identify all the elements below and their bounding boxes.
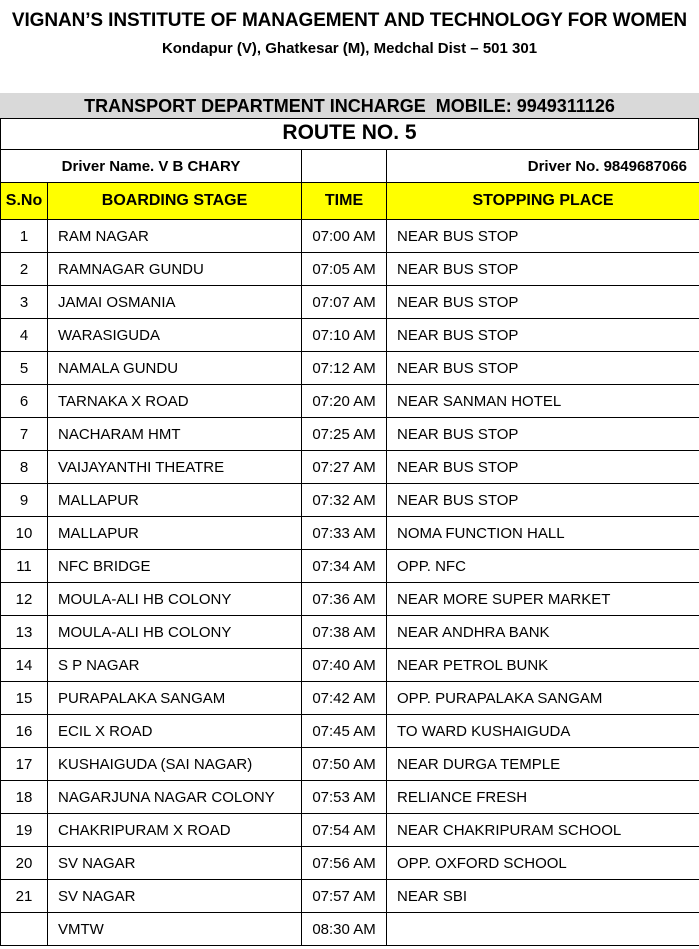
driver-name: Driver Name. V B CHARY [1, 150, 302, 183]
cell-sno: 19 [1, 814, 48, 847]
cell-sno [1, 913, 48, 946]
cell-boarding-stage: PURAPALAKA SANGAM [48, 682, 302, 715]
cell-boarding-stage: MALLAPUR [48, 484, 302, 517]
cell-sno: 7 [1, 418, 48, 451]
cell-time: 07:12 AM [302, 352, 387, 385]
cell-sno: 15 [1, 682, 48, 715]
table-row [1, 649, 699, 682]
transport-department-contact: TRANSPORT DEPARTMENT INCHARGE MOBILE: 9949311126 [84, 96, 615, 116]
table-row [1, 748, 699, 781]
cell-sno: 16 [1, 715, 48, 748]
cell-stopping-place: NEAR BUS STOP [387, 220, 699, 253]
cell-sno: 17 [1, 748, 48, 781]
cell-time: 07:38 AM [302, 616, 387, 649]
cell-stopping-place: NEAR PETROL BUNK [387, 649, 699, 682]
cell-boarding-stage: VAIJAYANTHI THEATRE [48, 451, 302, 484]
cell-stopping-place: NEAR BUS STOP [387, 253, 699, 286]
cell-stopping-place [387, 913, 699, 946]
cell-sno: 2 [1, 253, 48, 286]
cell-boarding-stage: S P NAGAR [48, 649, 302, 682]
cell-sno: 9 [1, 484, 48, 517]
cell-boarding-stage: VMTW [48, 913, 302, 946]
cell-time: 07:54 AM [302, 814, 387, 847]
cell-time: 07:45 AM [302, 715, 387, 748]
table-row [1, 616, 699, 649]
cell-sno: 6 [1, 385, 48, 418]
cell-boarding-stage: TARNAKA X ROAD [48, 385, 302, 418]
cell-sno: 13 [1, 616, 48, 649]
cell-boarding-stage: CHAKRIPURAM X ROAD [48, 814, 302, 847]
driver-row [1, 150, 699, 183]
column-header-sno: S.No [1, 183, 48, 220]
cell-boarding-stage: KUSHAIGUDA (SAI NAGAR) [48, 748, 302, 781]
cell-time: 07:00 AM [302, 220, 387, 253]
cell-boarding-stage: MOULA-ALI HB COLONY [48, 583, 302, 616]
cell-time: 07:56 AM [302, 847, 387, 880]
cell-stopping-place: NEAR BUS STOP [387, 319, 699, 352]
table-row [1, 583, 699, 616]
cell-boarding-stage: MOULA-ALI HB COLONY [48, 616, 302, 649]
cell-sno: 20 [1, 847, 48, 880]
cell-time: 07:53 AM [302, 781, 387, 814]
cell-sno: 14 [1, 649, 48, 682]
route-stops [1, 220, 699, 946]
cell-stopping-place: NEAR MORE SUPER MARKET [387, 583, 699, 616]
table-row [1, 781, 699, 814]
table-row [1, 847, 699, 880]
cell-sno: 4 [1, 319, 48, 352]
table-row [1, 682, 699, 715]
cell-stopping-place: NEAR DURGA TEMPLE [387, 748, 699, 781]
cell-boarding-stage: NAGARJUNA NAGAR COLONY [48, 781, 302, 814]
cell-stopping-place: OPP. PURAPALAKA SANGAM [387, 682, 699, 715]
cell-sno: 11 [1, 550, 48, 583]
route-table [0, 149, 699, 946]
cell-stopping-place: NEAR CHAKRIPURAM SCHOOL [387, 814, 699, 847]
table-row [1, 220, 699, 253]
table-row [1, 319, 699, 352]
table-row [1, 451, 699, 484]
table-row [1, 484, 699, 517]
divider [0, 118, 699, 119]
cell-time: 07:57 AM [302, 880, 387, 913]
cell-sno: 5 [1, 352, 48, 385]
cell-time: 07:42 AM [302, 682, 387, 715]
cell-stopping-place: RELIANCE FRESH [387, 781, 699, 814]
cell-stopping-place: TO WARD KUSHAIGUDA [387, 715, 699, 748]
cell-stopping-place: NEAR SANMAN HOTEL [387, 385, 699, 418]
cell-time: 07:50 AM [302, 748, 387, 781]
cell-boarding-stage: JAMAI OSMANIA [48, 286, 302, 319]
table-row [1, 550, 699, 583]
table-row [1, 517, 699, 550]
table-row [1, 814, 699, 847]
cell-time: 07:27 AM [302, 451, 387, 484]
driver-number: Driver No. 9849687066 [387, 150, 699, 183]
cell-sno: 8 [1, 451, 48, 484]
cell-boarding-stage: RAMNAGAR GUNDU [48, 253, 302, 286]
cell-stopping-place: NEAR BUS STOP [387, 286, 699, 319]
cell-sno: 3 [1, 286, 48, 319]
cell-stopping-place: NOMA FUNCTION HALL [387, 517, 699, 550]
cell-boarding-stage: SV NAGAR [48, 847, 302, 880]
cell-time: 07:05 AM [302, 253, 387, 286]
border-left [0, 119, 1, 149]
cell-stopping-place: OPP. OXFORD SCHOOL [387, 847, 699, 880]
cell-time: 07:07 AM [302, 286, 387, 319]
cell-stopping-place: NEAR SBI [387, 880, 699, 913]
cell-boarding-stage: NAMALA GUNDU [48, 352, 302, 385]
cell-boarding-stage: MALLAPUR [48, 517, 302, 550]
route-title: ROUTE NO. 5 [282, 121, 417, 144]
cell-sno: 21 [1, 880, 48, 913]
cell-stopping-place: NEAR BUS STOP [387, 352, 699, 385]
table-row [1, 913, 699, 946]
cell-boarding-stage: NFC BRIDGE [48, 550, 302, 583]
cell-stopping-place: NEAR BUS STOP [387, 484, 699, 517]
table-row [1, 286, 699, 319]
cell-time: 07:32 AM [302, 484, 387, 517]
table-row [1, 253, 699, 286]
cell-sno: 12 [1, 583, 48, 616]
cell-boarding-stage: RAM NAGAR [48, 220, 302, 253]
institute-name: VIGNAN’S INSTITUTE OF MANAGEMENT AND TECHNOLOGY FOR WOMEN [11, 10, 688, 31]
driver-row-spacer [302, 150, 387, 183]
column-header-row [1, 183, 699, 220]
cell-boarding-stage: SV NAGAR [48, 880, 302, 913]
table-row [1, 352, 699, 385]
cell-time: 07:10 AM [302, 319, 387, 352]
cell-time: 08:30 AM [302, 913, 387, 946]
column-header-stopping-place: STOPPING PLACE [387, 183, 699, 220]
cell-stopping-place: NEAR BUS STOP [387, 451, 699, 484]
column-header-boarding-stage: BOARDING STAGE [48, 183, 302, 220]
institute-address: Kondapur (V), Ghatkesar (M), Medchal Dist – 501 301 [161, 40, 538, 57]
table-row [1, 880, 699, 913]
cell-boarding-stage: NACHARAM HMT [48, 418, 302, 451]
cell-boarding-stage: WARASIGUDA [48, 319, 302, 352]
cell-sno: 18 [1, 781, 48, 814]
cell-boarding-stage: ECIL X ROAD [48, 715, 302, 748]
cell-time: 07:36 AM [302, 583, 387, 616]
table-row [1, 418, 699, 451]
cell-stopping-place: NEAR BUS STOP [387, 418, 699, 451]
cell-sno: 10 [1, 517, 48, 550]
cell-stopping-place: NEAR ANDHRA BANK [387, 616, 699, 649]
table-row [1, 715, 699, 748]
cell-sno: 1 [1, 220, 48, 253]
cell-stopping-place: OPP. NFC [387, 550, 699, 583]
cell-time: 07:40 AM [302, 649, 387, 682]
cell-time: 07:34 AM [302, 550, 387, 583]
cell-time: 07:25 AM [302, 418, 387, 451]
cell-time: 07:33 AM [302, 517, 387, 550]
table-row [1, 385, 699, 418]
column-header-time: TIME [302, 183, 387, 220]
cell-time: 07:20 AM [302, 385, 387, 418]
